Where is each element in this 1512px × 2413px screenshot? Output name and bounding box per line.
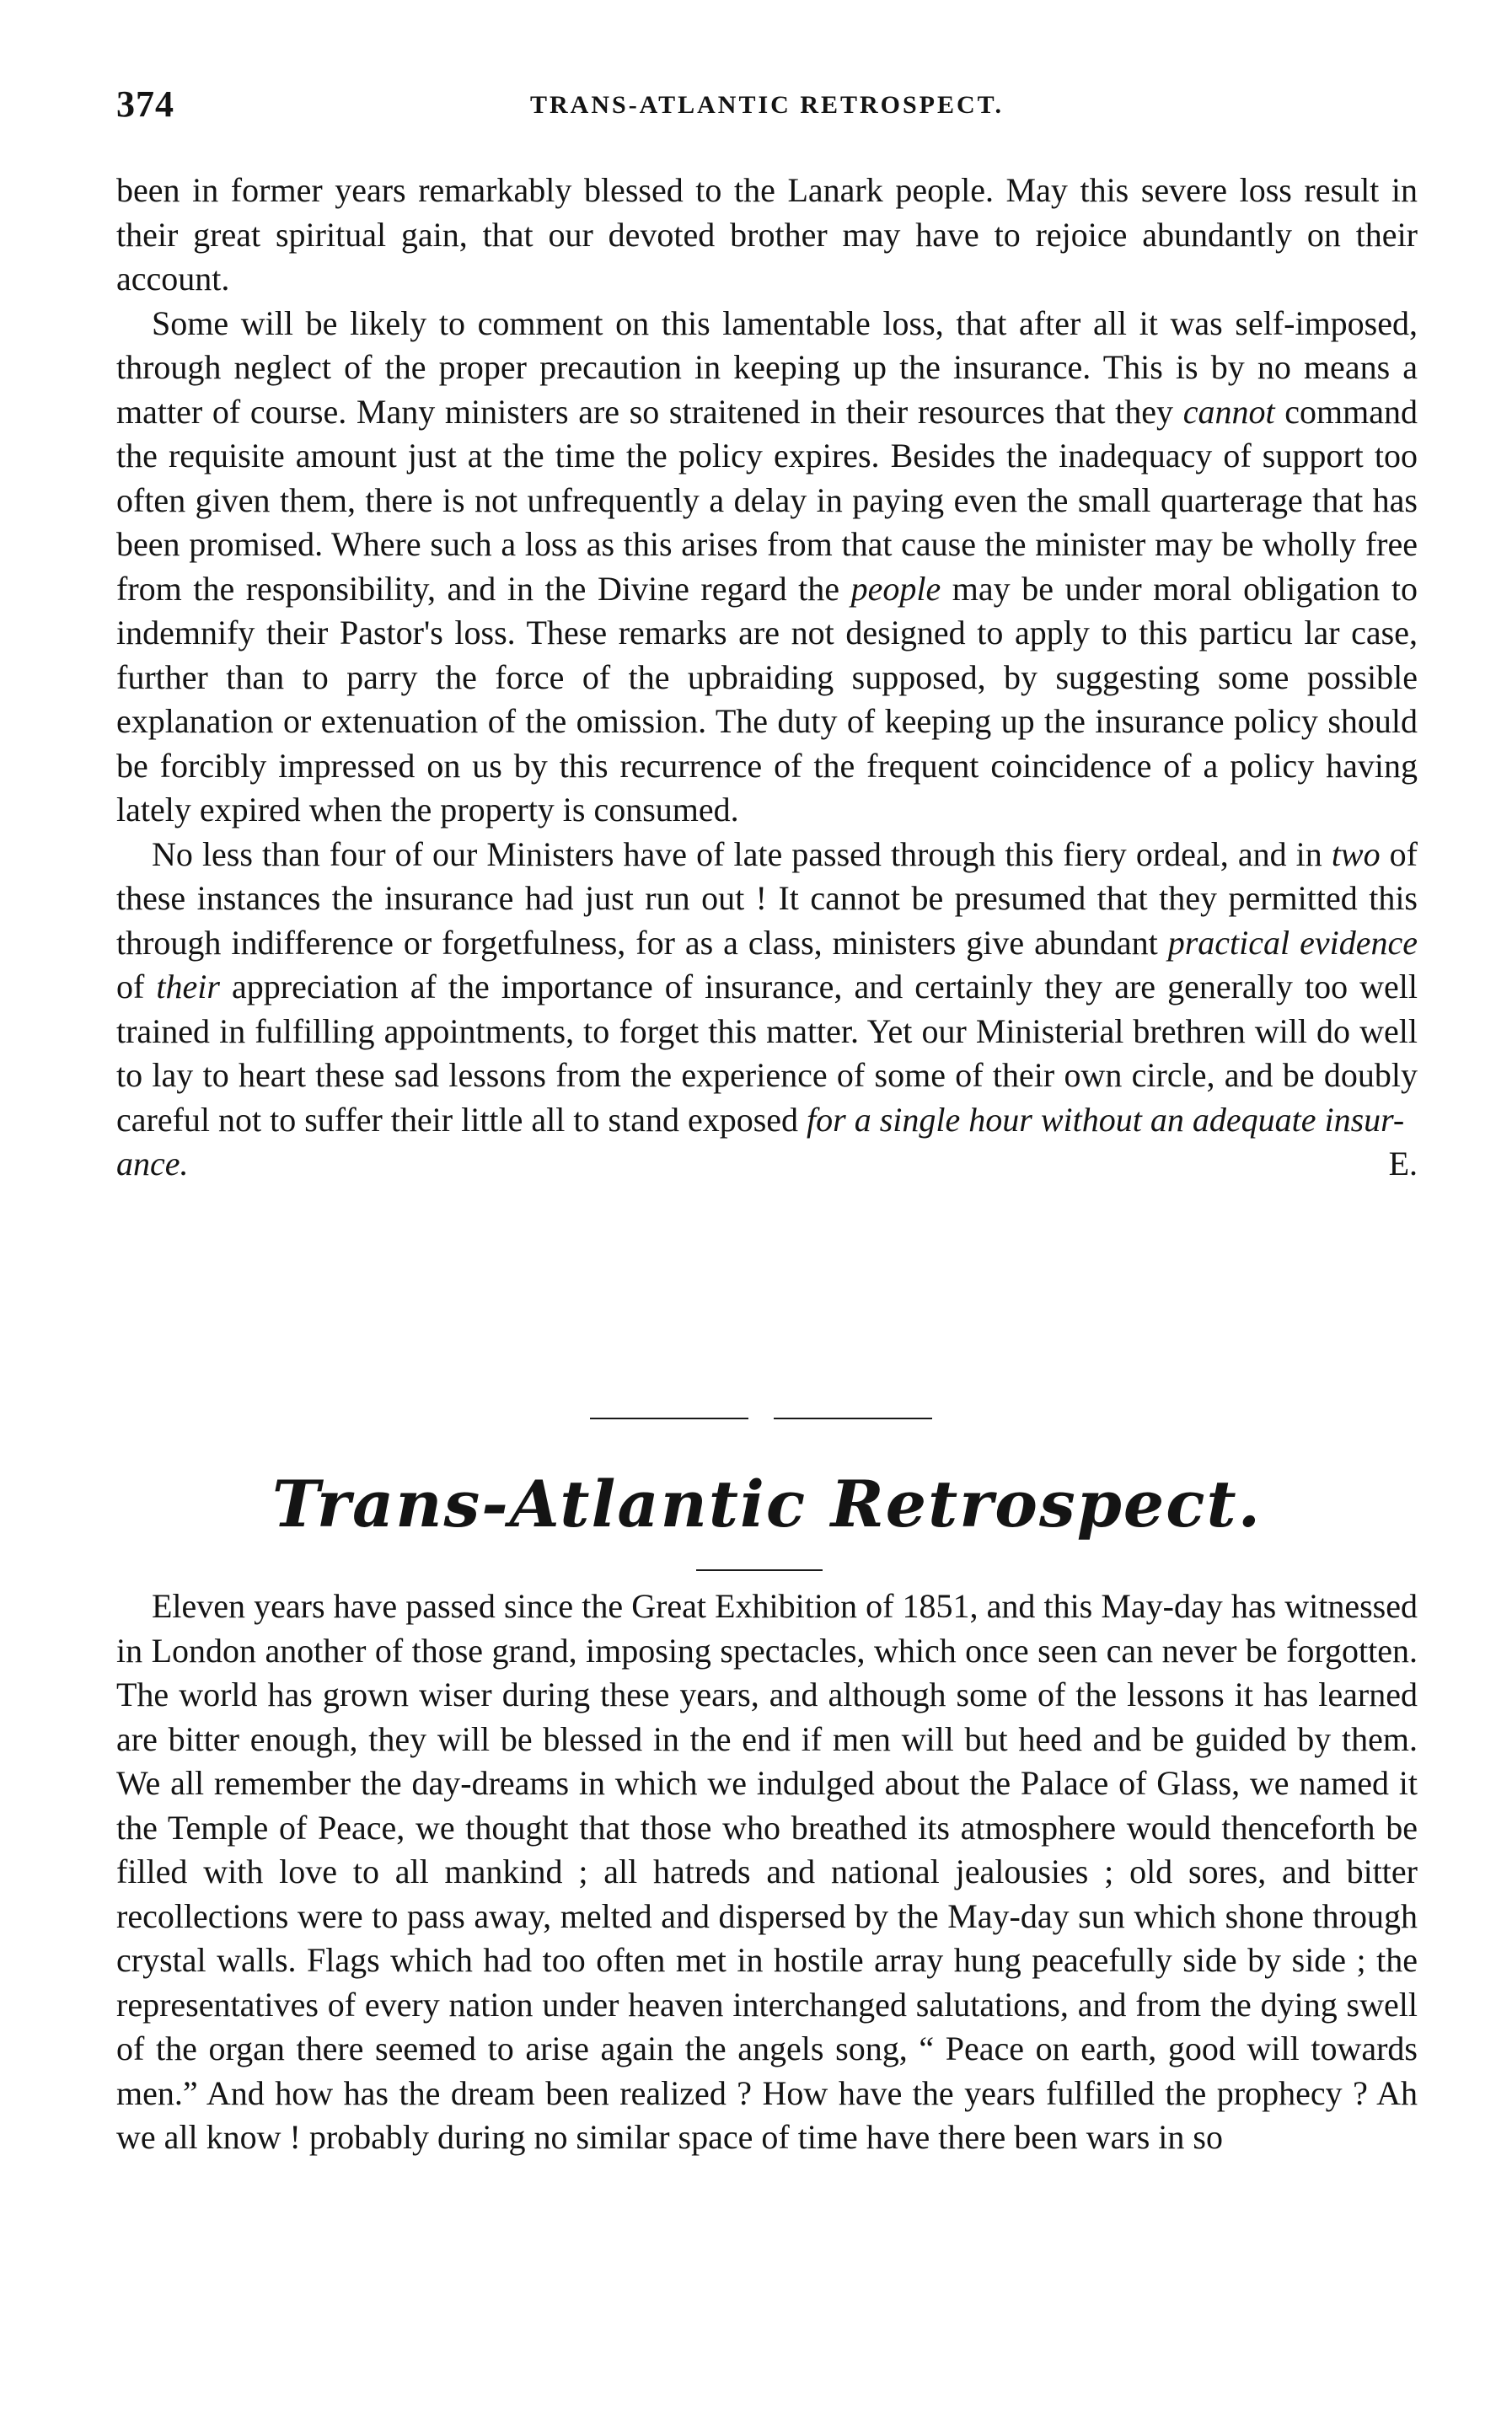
page-number: 374 [116,83,174,125]
signature-line [116,1142,1418,1187]
paragraph-text: may be under moral obligation to indemnify their Pastor's loss. These remarks are not designed to apply to this particu lar case, further than to parry the force of the upbraiding supposed, by suggesting some possible explanation or extenuation of the omission. The duty of keeping up the insurance policy should be forcibly impressed on us by this recurrence of the frequent coincidence of a policy having lately expired when the property is consumed. [116,569,1418,828]
emphasis-text: people [850,569,941,608]
article-continuation [116,169,1418,1187]
section-divider-right [774,1418,932,1419]
paragraph-text: of these instances the insurance had just run out ! It cannot be presumed that they permitted this through indifference or forgetfulness, for as a class, ministers give abundant [116,834,1418,962]
paragraph-text: appreciation af the importance of insurance, and certainly they are generally too well trained in fulfilling appointments, to forget this matter. Yet our Ministerial brethren will do well to lay to heart these sad lessons from the experience of some of their own circle, and be doubly careful not to suffer their little all to stand exposed [116,968,1418,1139]
signature: E. [1388,1145,1418,1182]
paragraph-text: No less than four of our Ministers have of late passed through this fiery ordeal, and in [152,834,1332,873]
paragraph-text: Eleven years have passed since the Great Exhibition of 1851, and this May-day has witnessed in London another of those grand, imposing spectacles, which once seen can never be forgotten. The world has grown wiser during these years, and although some of the lessons it has learned are bitter enough, they will be blessed in the end if men will but heed and be guided by them. We all remember the day-dreams in which we indulged about the Palace of Glass, we named it the Temple of Peace, we thought that those who breathed its atmosphere would thenceforth be filled with love to all mankind ; all hatreds and national jealousies ; old sores, and bitter recollections were to pass away, melted and dispersed by the May-day sun which shone through crystal walls. Flags which had too often met in hostile array hung peacefully side by side ; the representatives of every nation under heaven interchanged salutations, and from the dying swell of the organ there seemed to arise again the angels song, “ Peace on earth, good will towards men.” And how has the dream been realized ? How have the years fulfilled the prophecy ? Ah we all know ! probably during no similar space of time have there been wars in so [116,1587,1418,2156]
title-underline [696,1569,823,1571]
paragraph-2 [116,302,1418,833]
emphasis-text: ance. [116,1145,189,1182]
paragraph-text: Some will be likely to comment on this lamentable loss, that after all it was self-imposed, through neglect of the proper precaution in keeping up the insurance. This is by no means a matter of course. Many ministers are so straitened in their resources that they [116,303,1418,431]
section-title: Trans-Atlantic Retrospect. [271,1467,1263,1542]
emphasis-text: two [1331,834,1381,873]
article-body [116,1585,1418,2160]
emphasis-text: for a single hour without an adequate insur- [807,1100,1405,1139]
paragraph-3 [116,833,1418,1143]
paragraph-text: command the requisite amount just at the time the policy expires. Besides the inadequacy of support too often given them, there is not unfrequently a delay in paying even the small quarterage that has been promised. Where such a loss as this arises from that cause the minister may be wholly free from the responsibility, and in the Divine regard the [116,392,1418,608]
running-head [116,83,1418,133]
paragraph-text: of [116,968,157,1005]
paragraph-1 [116,1585,1418,2160]
emphasis-text: their [156,968,220,1005]
running-title: TRANS-ATLANTIC RETROSPECT. [530,91,1004,119]
section-divider-left [590,1418,748,1419]
paragraph-1 [116,169,1418,302]
emphasis-text: cannot [1182,392,1275,431]
emphasis-text: practical evidence [1167,923,1418,962]
paragraph-text: been in former years remarkably blessed to the Lanark people. May this severe loss result in their great spiritual gain, that our devoted brother may have to rejoice abundantly on their account. [116,171,1418,298]
